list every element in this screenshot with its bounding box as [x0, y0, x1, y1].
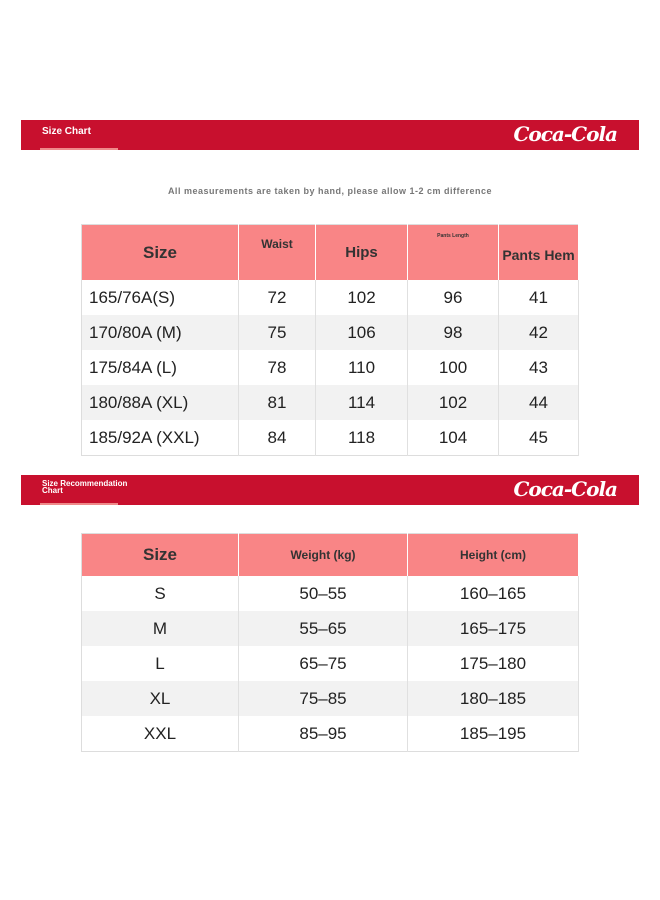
cell-pants-hem: 45 [499, 420, 579, 456]
cell-hips: 102 [316, 280, 408, 315]
header-size: Size [82, 534, 239, 577]
cell-pants-length: 104 [408, 420, 499, 456]
cell-waist: 72 [239, 280, 316, 315]
measurement-note: All measurements are taken by hand, please allow 1-2 cm difference [167, 186, 493, 196]
table-row [82, 315, 579, 350]
header-weight: Weight (kg) [239, 534, 408, 577]
cell-pants-length: 100 [408, 350, 499, 385]
cell-waist: 81 [239, 385, 316, 420]
table-row [82, 350, 579, 385]
cell-pants-length: 98 [408, 315, 499, 350]
cell-size: 170/80A (M) [82, 315, 239, 350]
cell-size: 175/84A (L) [82, 350, 239, 385]
cell-size: L [82, 646, 239, 681]
cell-size: 165/76A(S) [82, 280, 239, 315]
header-waist: Waist [239, 225, 316, 281]
table-header-row [82, 225, 579, 281]
cell-height: 185–195 [408, 716, 579, 752]
cell-size: M [82, 611, 239, 646]
cell-pants-length: 96 [408, 280, 499, 315]
header-height: Height (cm) [408, 534, 579, 577]
title-underline [40, 503, 118, 505]
cell-size: 180/88A (XL) [82, 385, 239, 420]
table-row [82, 576, 579, 611]
cell-pants-hem: 43 [499, 350, 579, 385]
cell-pants-hem: 44 [499, 385, 579, 420]
header-hips: Hips [316, 225, 408, 281]
cell-height: 180–185 [408, 681, 579, 716]
table-row [82, 681, 579, 716]
title-underline [40, 148, 118, 150]
header-pants-hem: Pants Hem [499, 225, 579, 281]
header-pants-length: Pants Length [408, 225, 499, 281]
cell-pants-hem: 42 [499, 315, 579, 350]
cell-size: XL [82, 681, 239, 716]
size-recommendation-title: Size Recommendation Chart [42, 479, 128, 495]
size-chart-banner [21, 120, 639, 150]
cell-weight: 55–65 [239, 611, 408, 646]
table-row [82, 716, 579, 752]
cell-waist: 75 [239, 315, 316, 350]
cell-waist: 84 [239, 420, 316, 456]
coca-cola-logo: Coca-Cola [513, 122, 617, 146]
cell-waist: 78 [239, 350, 316, 385]
table-row [82, 646, 579, 681]
cell-hips: 114 [316, 385, 408, 420]
table-row [82, 611, 579, 646]
cell-size: S [82, 576, 239, 611]
coca-cola-logo: Coca-Cola [513, 477, 617, 501]
header-size: Size [82, 225, 239, 281]
cell-weight: 65–75 [239, 646, 408, 681]
table-row [82, 420, 579, 456]
cell-size: 185/92A (XXL) [82, 420, 239, 456]
size-chart-table [81, 224, 579, 456]
cell-weight: 75–85 [239, 681, 408, 716]
size-recommendation-table [81, 533, 579, 752]
cell-height: 175–180 [408, 646, 579, 681]
size-chart-title: Size Chart [42, 126, 91, 137]
cell-hips: 110 [316, 350, 408, 385]
table-row [82, 385, 579, 420]
table-row [82, 280, 579, 315]
table-header-row [82, 534, 579, 577]
cell-weight: 85–95 [239, 716, 408, 752]
cell-pants-length: 102 [408, 385, 499, 420]
cell-pants-hem: 41 [499, 280, 579, 315]
cell-hips: 106 [316, 315, 408, 350]
cell-hips: 118 [316, 420, 408, 456]
cell-height: 160–165 [408, 576, 579, 611]
size-recommendation-banner [21, 475, 639, 505]
cell-size: XXL [82, 716, 239, 752]
cell-height: 165–175 [408, 611, 579, 646]
cell-weight: 50–55 [239, 576, 408, 611]
